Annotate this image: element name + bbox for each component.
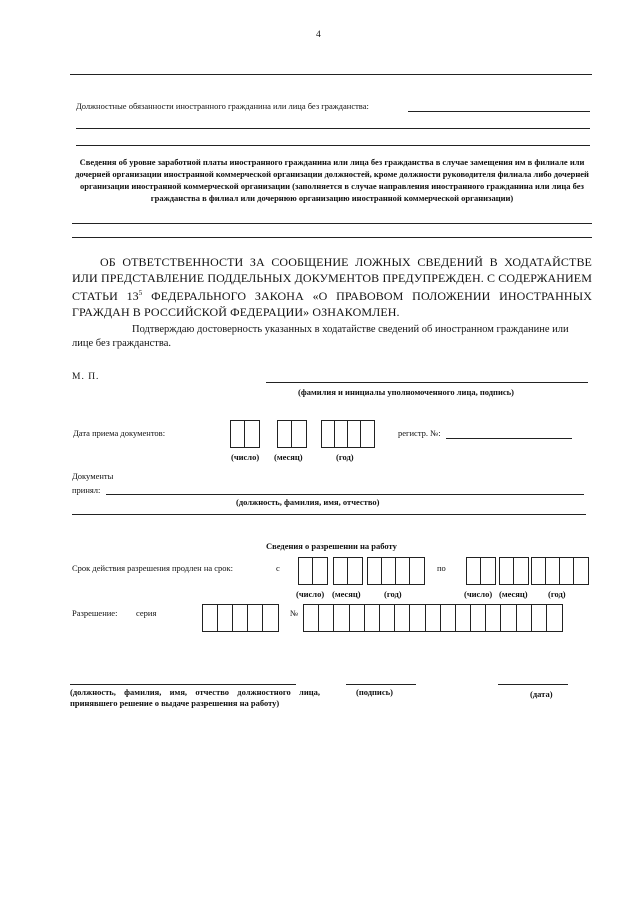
warning-superscript: 5 — [138, 289, 143, 297]
page-number: 4 — [316, 30, 321, 40]
from-label: с — [276, 563, 280, 573]
from-month-caption: (месяц) — [332, 589, 361, 599]
liability-warning — [72, 255, 592, 320]
duties-field-2[interactable] — [76, 128, 590, 129]
confirm-text — [72, 323, 592, 351]
to-year-caption: (год) — [548, 589, 566, 599]
series-label: серия — [136, 608, 157, 618]
receipt-year-caption: (год) — [336, 452, 354, 462]
number-label: № — [290, 608, 299, 618]
official-caption: (должность, фамилия, имя, отчество должностного лица, принявшего решение о выдаче разрешения на работу) — [70, 687, 320, 708]
receipt-month-cells[interactable] — [277, 420, 307, 448]
regnum-label: регистр. №: — [398, 428, 441, 438]
from-day-caption: (число) — [296, 589, 325, 599]
official-field[interactable] — [70, 684, 296, 685]
docs-caption: (должность, фамилия, имя, отчество) — [236, 497, 380, 507]
date-field[interactable] — [498, 684, 568, 685]
salary-field-2[interactable] — [72, 237, 592, 238]
extension-label: Срок действия разрешения продлен на срок: — [72, 563, 234, 573]
stamp-place: М. П. — [72, 372, 100, 382]
signature-caption: (фамилия и инициалы уполномоченного лица, подпись) — [298, 387, 514, 397]
duties-label: Должностные обязанности иностранного гражданина или лица без гражданства: — [76, 101, 369, 111]
salary-field-1[interactable] — [72, 223, 592, 224]
receipt-year-cells[interactable] — [321, 420, 375, 448]
from-month-cells[interactable] — [333, 557, 363, 585]
confirm-text-content: Подтверждаю достоверность указанных в ходатайстве сведений об иностранном гражданине или лице без гражданства. — [72, 324, 569, 349]
permit-label: Разрешение: — [72, 608, 118, 618]
to-day-caption: (число) — [464, 589, 493, 599]
warning-text-1: ОБ ОТВЕТСТВЕННОСТИ ЗА СООБЩЕНИЕ ЛОЖНЫХ СВЕДЕНИЙ В ХОДАТАЙСТВЕ ИЛИ ПРЕДСТАВЛЕНИЕ ПОДДЕЛЬНЫХ ДОКУМЕНТОВ ПРЕДУПРЕЖДЕН. С СОДЕРЖАНИЕМ СТАТЬИ 13 — [72, 255, 592, 303]
docs-label-2: принял: — [72, 485, 101, 495]
duties-field-3[interactable] — [76, 145, 590, 146]
from-year-caption: (год) — [384, 589, 402, 599]
docs-field-2[interactable] — [72, 514, 586, 515]
from-day-cells[interactable] — [298, 557, 328, 585]
sign-field[interactable] — [346, 684, 416, 685]
receipt-day-caption: (число) — [231, 452, 260, 462]
docs-label-1: Документы — [72, 471, 114, 481]
date-caption: (дата) — [530, 689, 553, 699]
regnum-field[interactable] — [446, 438, 572, 439]
warning-text-2: ФЕДЕРАЛЬНОГО ЗАКОНА «О ПРАВОВОМ ПОЛОЖЕНИИ ИНОСТРАННЫХ ГРАЖДАН В РОССИЙСКОЙ ФЕДЕРАЦИИ» ОЗНАКОМЛЕН. — [72, 289, 592, 319]
docs-field[interactable] — [106, 494, 584, 495]
to-label: по — [437, 563, 446, 573]
signature-field[interactable] — [266, 382, 588, 383]
top-rule — [70, 74, 592, 75]
to-day-cells[interactable] — [466, 557, 496, 585]
work-permit-title: Сведения о разрешении на работу — [266, 541, 397, 551]
sign-caption: (подпись) — [356, 687, 393, 697]
receipt-day-cells[interactable] — [230, 420, 260, 448]
duties-field-1[interactable] — [408, 111, 590, 112]
salary-note: Сведения об уровне заработной платы иностранного гражданина или лица без гражданства в случае замещения им в филиале или дочерней организации иностранной коммерческой организации должностей, кроме должности руководителя филиала либо дочерней организации иностранной коммерческой организации (заполняется в случае направления иностранного гражданина или лица без гражданства в филиал или дочернюю организацию иностранной коммерческой организации) — [75, 157, 589, 203]
to-month-cells[interactable] — [499, 557, 529, 585]
date-label: Дата приема документов: — [73, 428, 166, 438]
to-year-cells[interactable] — [531, 557, 589, 585]
to-month-caption: (месяц) — [499, 589, 528, 599]
permit-number-cells[interactable] — [303, 604, 563, 632]
from-year-cells[interactable] — [367, 557, 425, 585]
permit-series-cells[interactable] — [202, 604, 279, 632]
receipt-month-caption: (месяц) — [274, 452, 303, 462]
